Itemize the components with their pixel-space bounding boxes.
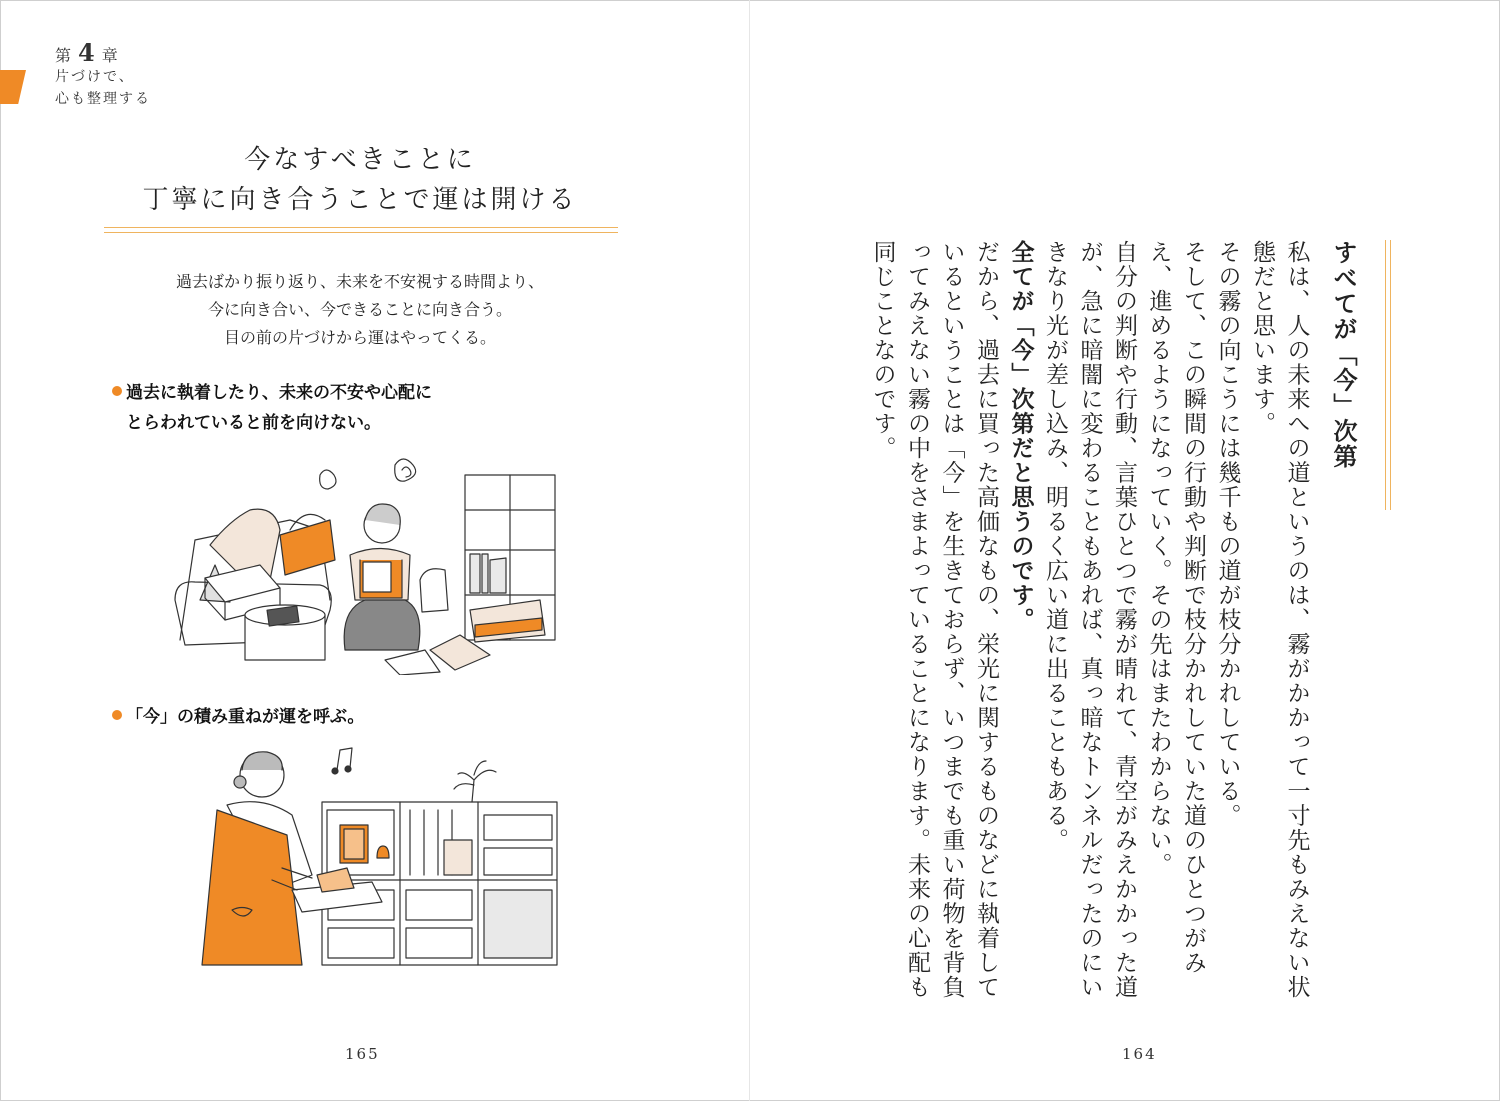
page-gutter [749,0,750,1101]
illustration-tidying-shelf [172,740,567,970]
chapter-number: 4 [78,38,98,67]
page-headline [100,140,620,220]
paragraph: その霧の向こうには幾千もの道が枝分かれしている。 [1214,240,1241,828]
lead-line: 今に向き合い、今できることに向き合う。 [207,300,512,319]
bullet-text: とらわれていると前を向けない。 [126,413,381,433]
emphasis-paragraph: 全てが「今」次第だと思うのです。 [1007,240,1034,632]
page-number-left: 165 [345,1045,380,1063]
illustration-cluttered-room [170,450,570,675]
paragraph: そして、この瞬間の行動や判断で枝分かれしていた道のひとつがみえ、進めるようになっていく。その先はまたわからない。 [1145,240,1206,975]
chapter-prefix: 第 [55,46,75,65]
section-heading-rule [1385,240,1391,510]
paragraph: 私は、人の未来への道というのは、霧がかかって一寸先もみえない状態だと思います。 [1249,240,1310,1000]
bullet-point-1 [112,378,432,438]
headline-rule [104,227,618,228]
chapter-title-line: 心も整理する [55,91,151,107]
lead-line: 過去ばかり振り返り、未来を不安視する時間より、 [175,272,544,291]
body-text-vertical [860,240,1360,1000]
chapter-title [55,66,151,110]
lead-text [100,268,620,352]
bullet-dot-icon [112,386,122,396]
bullet-text: 「今」の積み重ねが運を呼ぶ。 [126,707,365,727]
chapter-label [55,38,121,67]
headline-line: 今なすべきことに [244,145,476,175]
bullet-dot-icon [112,710,122,720]
chapter-title-line: 片づけで、 [55,69,135,85]
lead-line: 目の前の片づけから運はやってくる。 [223,328,496,347]
bullet-point-2 [112,702,364,732]
headline-line: 丁寧に向き合うことで運は開ける [142,185,578,215]
headline-rule [104,232,618,233]
page-number-right: 164 [1122,1045,1157,1063]
paragraph: 自分の判断や行動、言葉ひとつで霧が晴れて、青空がみえかかった道が、急に暗闇に変わることもあれば、真っ暗なトンネルだったのにいきなり光が差し込み、明るく広い道に出ることもある。 [1042,240,1137,1000]
paragraph: だから、過去に買った高価なもの、栄光に関するものなどに執着しているということは「今」を生きておらず、いつまでも重い荷物を背負ってみえない霧の中をさまよっていることになります。未来の心配も同じことなのです。 [869,240,999,1000]
chapter-suffix: 章 [101,46,121,65]
bullet-text: 過去に執着したり、未来の不安や心配に [126,383,432,403]
section-heading: すべてが「今」次第 [1329,240,1357,470]
